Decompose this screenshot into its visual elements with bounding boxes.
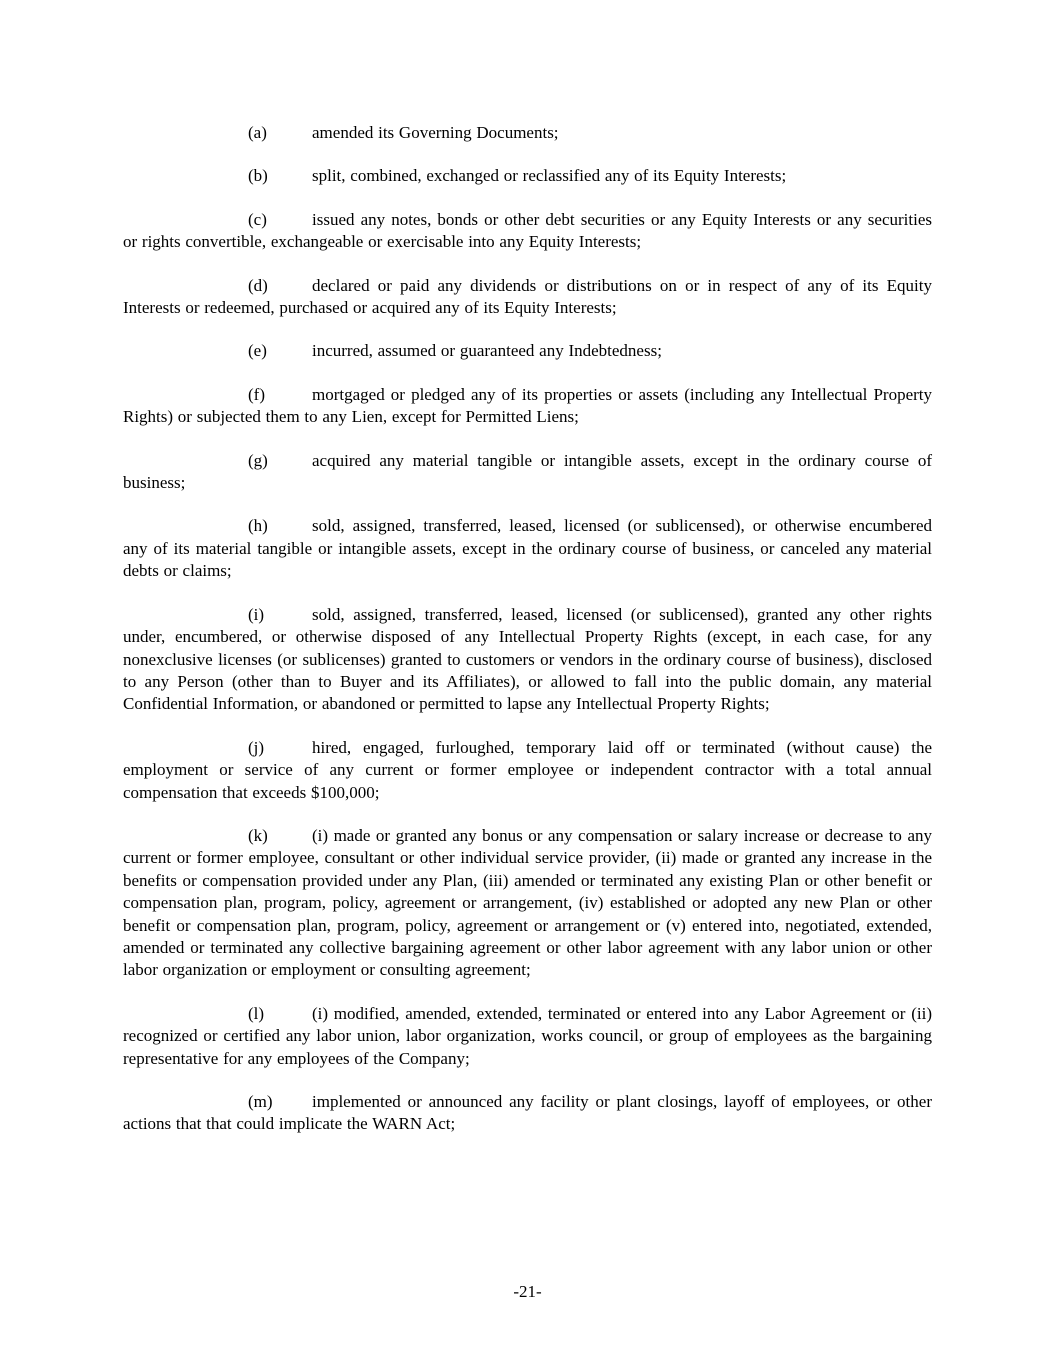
clause-label: (h) (248, 516, 268, 536)
clause-text: hired, engaged, furloughed, temporary laid off or terminated (without cause) the employment or service of any current or former employee or independent contractor with a total annual compensation that exceeds $100,000; (123, 737, 932, 802)
clause-text: acquired any material tangible or intangible assets, except in the ordinary course of business; (123, 450, 932, 493)
clause-paragraph (123, 275, 932, 320)
clause-label: (j) (248, 737, 265, 757)
clause-text: issued any notes, bonds or other debt securities or any Equity Interests or any securities or rights convertible, exchangeable or exercisable into any Equity Interests; (123, 209, 932, 252)
clause-label: (c) (248, 209, 267, 229)
clause-label: (b) (248, 166, 268, 186)
clause-paragraph (123, 340, 932, 362)
clause-text: (i) modified, amended, extended, terminated or entered into any Labor Agreement or (ii) recognized or certified any labor union, labor organization, works council, or group of employees as the bargaining representative for any employees of the Company; (123, 1003, 932, 1068)
clause-label: (d) (248, 275, 268, 295)
clause-label: (a) (248, 123, 267, 142)
clause-label: (k) (248, 825, 268, 845)
clause-label: (g) (248, 450, 268, 470)
clause-text: sold, assigned, transferred, leased, licensed (or sublicensed), granted any other rights under, encumbered, or otherwise disposed of any Intellectual Property Rights (except, in each case, for any nonexclusive licenses (or sublicenses) granted to customers or vendors in the ordinary course of business), disclosed to any Person (other than to Buyer and its Affiliates), or allowed to fall into the public domain, any material Confidential Information, or abandoned or permitted to lapse any Intellectual Property Rights; (123, 604, 932, 714)
clause-label: (f) (248, 384, 265, 404)
clause-list (123, 122, 932, 1157)
clause-paragraph (123, 1091, 932, 1136)
clause-paragraph (123, 825, 932, 982)
clause-label: (l) (248, 1003, 265, 1023)
page-number: -21- (513, 1282, 542, 1301)
clause-paragraph (123, 737, 932, 804)
clause-text: sold, assigned, transferred, leased, licensed (or sublicensed), or otherwise encumbered any of its material tangible or intangible assets, except in the ordinary course of business, or canceled any material debts or claims; (123, 516, 932, 581)
clause-text: mortgaged or pledged any of its properties or assets (including any Intellectual Property Rights) or subjected them to any Lien, except for Permitted Liens; (123, 384, 932, 427)
clause-text: incurred, assumed or guaranteed any Indebtedness; (312, 341, 662, 361)
clause-paragraph (123, 122, 932, 144)
clause-text: implemented or announced any facility or plant closings, layoff of employees, or other actions that that could implicate the WARN Act; (123, 1092, 932, 1134)
clause-label: (i) (248, 604, 265, 624)
clause-text: (i) made or granted any bonus or any compensation or salary increase or decrease to any current or former employee, consultant or other individual service provider, (ii) made or granted any increase in the benefits or compensation provided under any Plan, (iii) amended or terminated any existing Plan or other benefit or compensation plan, program, policy, agreement or arrangement, (iv) established or adopted any new Plan or other benefit or compensation plan, program, policy, agreement or arrangement or (v) entered into, negotiated, extended, amended or terminated any collective bargaining agreement or other labor agreement with any labor union or other labor organization or employment or consulting agreement; (123, 825, 932, 980)
clause-paragraph (123, 209, 932, 254)
clause-paragraph (123, 165, 932, 187)
clause-paragraph (123, 384, 932, 429)
clause-paragraph (123, 450, 932, 495)
clause-label: (e) (248, 341, 267, 361)
clause-paragraph (123, 1003, 932, 1070)
clause-label: (m) (248, 1092, 273, 1111)
clause-paragraph (123, 515, 932, 582)
clause-paragraph (123, 604, 932, 716)
clause-text: amended its Governing Documents; (312, 123, 559, 142)
clause-text: split, combined, exchanged or reclassified any of its Equity Interests; (312, 166, 787, 186)
clause-text: declared or paid any dividends or distributions on or in respect of any of its Equity Interests or redeemed, purchased or acquired any of its Equity Interests; (123, 275, 932, 318)
